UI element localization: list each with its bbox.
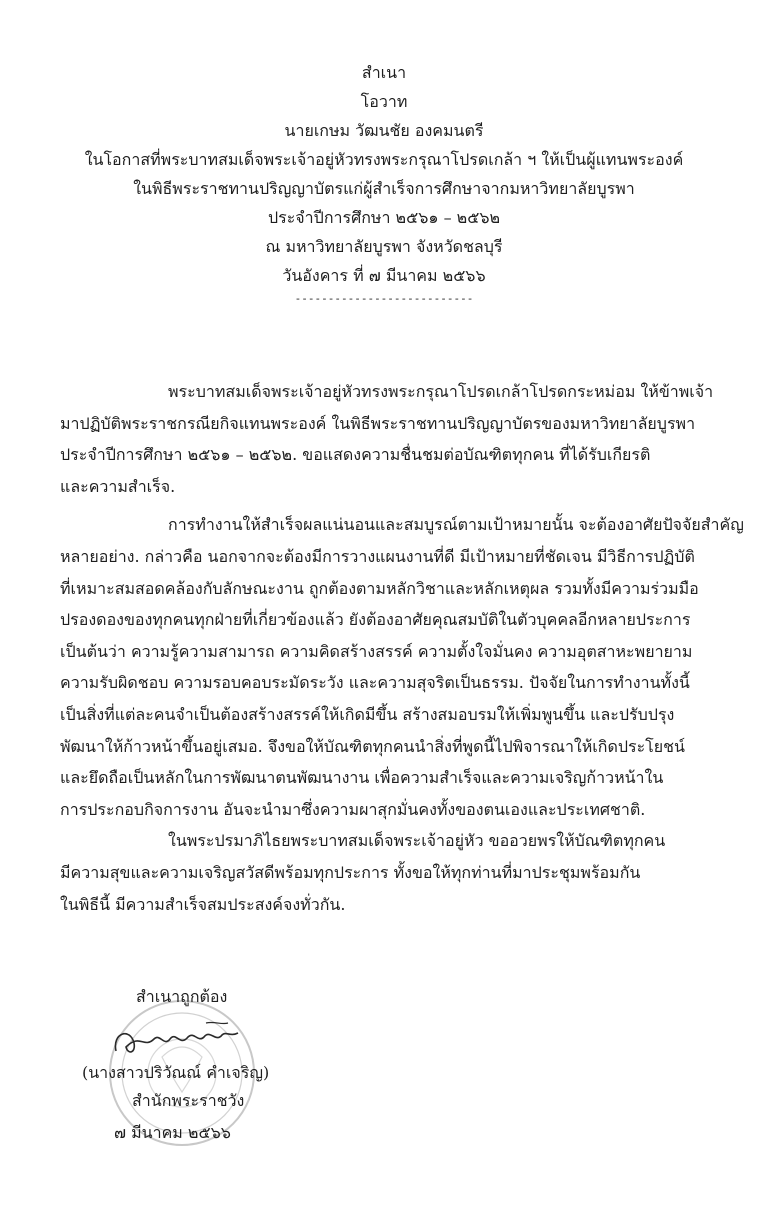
signer-name: (นางสาวปริวัณณ์ คำเจริญ)	[82, 1063, 270, 1082]
signature-date: ๗ มีนาคม ๒๕๖๖	[114, 1123, 231, 1142]
paragraph-2-line: ปรองดองของทุกคนทุกฝ่ายที่เกี่ยวข้องแล้ว ยังต้องอาศัยคุณสมบัติในตัวบุคคลอีกหลายประการ	[60, 610, 691, 630]
signer-office: สำนักพระราชวัง	[132, 1091, 245, 1110]
speech-body	[60, 376, 744, 920]
paragraph-2-line: เป็นสิ่งที่แต่ละคนจำเป็นต้องสร้างสรรค์ให้เกิดมีขึ้น สร้างสมอบรมให้เพิ่มพูนขึ้น และปรับปรุง	[60, 704, 675, 724]
paragraph-1-line: และความสำเร็จ.	[60, 476, 176, 496]
paragraph-3-line: ในพิธีนี้ มีความสำเร็จสมประสงค์จงทั่วกัน.	[60, 894, 346, 914]
paragraph-3-line: มีความสุขและความเจริญสวัสดีพร้อมทุกประการ ทั้งขอให้ทุกท่านที่มาประชุมพร้อมกัน	[60, 862, 641, 882]
paragraph-3-line: ในพระปรมาภิไธยพระบาทสมเด็จพระเจ้าอยู่หัว ขออวยพรให้บัณฑิตทุกคน	[168, 831, 666, 851]
paragraph-1-line: มาปฏิบัติพระราชกรณียกิจแทนพระองค์ ในพิธีพระราชทานปริญญาบัตรของมหาวิทยาลัยบูรพา	[60, 413, 696, 433]
signature-block	[0, 985, 400, 1185]
paragraph-1	[60, 376, 714, 502]
occasion-line: ในโอกาสที่พระบาทสมเด็จพระเจ้าอยู่หัวทรงพระกรุณาโปรดเกล้า ฯ ให้เป็นผู้แทนพระองค์	[84, 150, 684, 169]
paragraph-2-line: เป็นต้นว่า ความรู้ความสามารถ ความคิดสร้างสรรค์ ความตั้งใจมั่นคง ความอุตสาหะพยายาม	[60, 641, 693, 661]
paragraph-3	[60, 825, 710, 920]
handwritten-signature	[110, 1013, 250, 1063]
paragraph-2-line: ความรับผิดชอบ ความรอบคอบระมัดระวัง และความสุจริตเป็นธรรม. ปัจจัยในการทำงานทั้งนี้	[60, 673, 690, 693]
document-header	[0, 58, 768, 313]
paragraph-2-line: ที่เหมาะสมสอดคล้องกับลักษณะงาน ถูกต้องตามหลักวิชาและหลักเหตุผล รวมทั้งมีความร่วมมือ	[60, 578, 699, 598]
certified-copy-label: สำเนาถูกต้อง	[136, 987, 228, 1006]
ceremony-line: ในพิธีพระราชทานปริญญาบัตรแก่ผู้สำเร็จการศึกษาจากมหาวิทยาลัยบูรพา	[133, 179, 635, 198]
paragraph-2	[60, 509, 744, 825]
document-title: โอวาท	[360, 92, 408, 111]
paragraph-2-line: พัฒนาให้ก้าวหน้าขึ้นอยู่เสมอ. จึงขอให้บัณฑิตทุกคนนำสิ่งที่พูดนี้ไปพิจารณาให้เกิดประโยชน์	[60, 736, 685, 756]
academic-year-line: ประจำปีการศึกษา ๒๕๖๑ – ๒๕๖๒	[267, 208, 501, 227]
paragraph-2-line: และยึดถือเป็นหลักในการพัฒนาตนพัฒนางาน เพื่อความสำเร็จและความเจริญก้าวหน้าใน	[60, 768, 664, 788]
paragraph-1-line: พระบาทสมเด็จพระเจ้าอยู่หัวทรงพระกรุณาโปรดเกล้าโปรดกระหม่อม ให้ข้าพเจ้า	[168, 382, 714, 401]
speaker-name: นายเกษม วัฒนชัย องคมนตรี	[284, 121, 484, 140]
date-line: วันอังคาร ที่ ๗ มีนาคม ๒๕๖๖	[282, 266, 486, 285]
venue-line: ณ มหาวิทยาลัยบูรพา จังหวัดชลบุรี	[265, 237, 503, 256]
paragraph-1-line: ประจำปีการศึกษา ๒๕๖๑ – ๒๕๖๒. ขอแสดงความชื่นชมต่อบัณฑิตทุกคน ที่ได้รับเกียรติ	[60, 445, 651, 465]
paragraph-2-line: การทำงานให้สำเร็จผลแน่นอนและสมบูรณ์ตามเป้าหมายนั้น จะต้องอาศัยปัจจัยสำคัญ	[168, 515, 744, 535]
copy-label: สำเนา	[361, 63, 407, 82]
divider: ---------------------------	[294, 292, 474, 305]
paragraph-2-line: การประกอบกิจการงาน อันจะนำมาซึ่งความผาสุกมั่นคงทั้งของตนเองและประเทศชาติ.	[60, 799, 646, 819]
paragraph-2-line: หลายอย่าง. กล่าวคือ นอกจากจะต้องมีการวางแผนงานที่ดี มีเป้าหมายที่ชัดเจน มีวิธีการปฏิบัติ	[60, 546, 695, 566]
